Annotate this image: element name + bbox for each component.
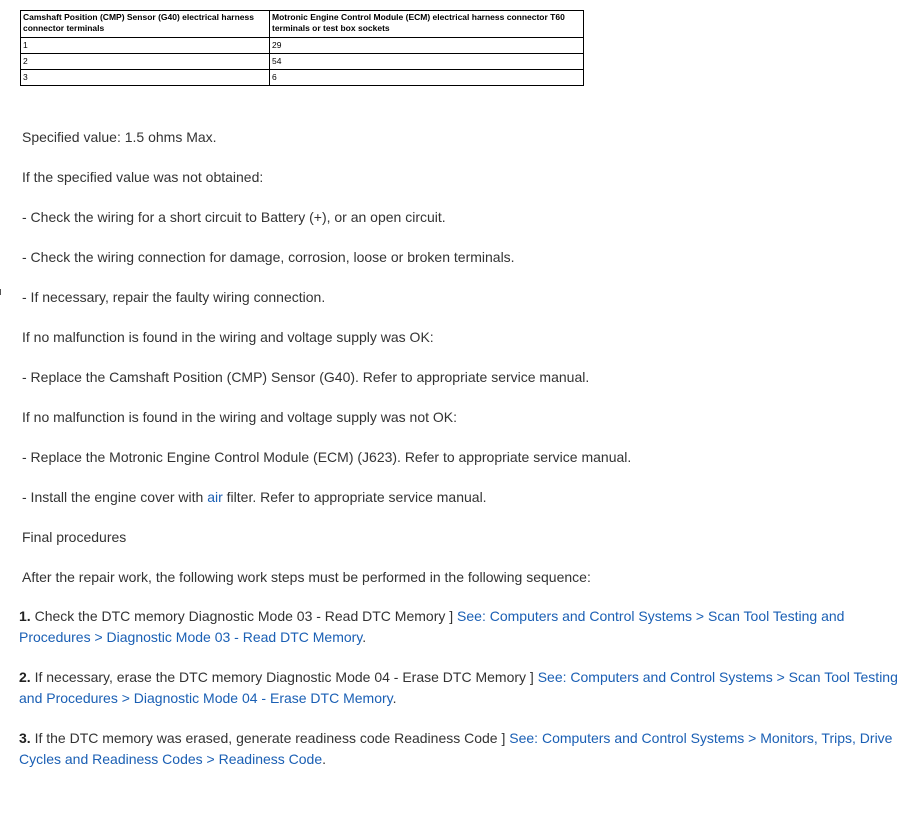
install-cover-text-end: filter. Refer to appropriate service manual. (222, 489, 487, 505)
install-cover-item (22, 488, 487, 506)
column-header-ecm: Motronic Engine Control Module (ECM) electrical harness connector T60 terminals or test box sockets (270, 11, 584, 38)
table-cell: 3 (21, 70, 270, 86)
table-cell: 29 (270, 38, 584, 54)
margin-mark (0, 289, 1, 295)
specified-value-text: Specified value: 1.5 ohms Max. (22, 129, 217, 145)
step-end: . (362, 629, 367, 645)
step-text: If necessary, erase the DTC memory Diagnostic Mode 04 - Erase DTC Memory ] (30, 669, 538, 685)
repair-wiring-item: - If necessary, repair the faulty wiring connection. (22, 289, 326, 305)
terminal-table (20, 10, 584, 86)
step-number: 3. (19, 730, 31, 746)
voltage-ok-text: If no malfunction is found in the wiring and voltage supply was OK: (22, 329, 434, 345)
step-end: . (322, 751, 327, 767)
step-link[interactable]: See: Computers and Control Systems > Scan Tool Testing and Procedures > Diagnostic Mode 03 - Read DTC Memory (19, 608, 845, 645)
table-row (21, 70, 584, 86)
column-header-cmp: Camshaft Position (CMP) Sensor (G40) electrical harness connector terminals (21, 11, 270, 38)
table-cell: 1 (21, 38, 270, 54)
replace-cmp-item: - Replace the Camshaft Position (CMP) Sensor (G40). Refer to appropriate service manual. (22, 369, 590, 385)
step-number: 2. (19, 669, 31, 685)
step-1 (19, 606, 904, 648)
step-2 (19, 667, 904, 709)
step-3 (19, 728, 904, 770)
check-connection-item: - Check the wiring connection for damage, corrosion, loose or broken terminals. (22, 249, 515, 265)
step-text: Check the DTC memory Diagnostic Mode 03 - Read DTC Memory ] (30, 608, 458, 624)
step-text: If the DTC memory was erased, generate readiness code Readiness Code ] (30, 730, 510, 746)
final-procedures-heading: Final procedures (22, 529, 127, 545)
step-link[interactable]: See: Computers and Control Systems > Monitors, Trips, Drive Cycles and Readiness Codes > Readiness Code (19, 730, 893, 767)
air-link[interactable]: air (207, 489, 223, 505)
table-cell: 54 (270, 54, 584, 70)
step-number: 1. (19, 608, 31, 624)
install-cover-text: - Install the engine cover with (22, 489, 208, 505)
table-row (21, 38, 584, 54)
voltage-not-ok-text: If no malfunction is found in the wiring and voltage supply was not OK: (22, 409, 458, 425)
step-link[interactable]: See: Computers and Control Systems > Scan Tool Testing and Procedures > Diagnostic Mode 04 - Erase DTC Memory (19, 669, 898, 706)
if-not-obtained-text: If the specified value was not obtained: (22, 169, 264, 185)
step-end: . (392, 690, 397, 706)
check-short-circuit-item: - Check the wiring for a short circuit to Battery (+), or an open circuit. (22, 209, 446, 225)
table-cell: 6 (270, 70, 584, 86)
replace-ecm-item: - Replace the Motronic Engine Control Module (ECM) (J623). Refer to appropriate service manual. (22, 449, 632, 465)
after-repair-text: After the repair work, the following work steps must be performed in the following sequence: (22, 569, 591, 585)
table-row (21, 54, 584, 70)
table-cell: 2 (21, 54, 270, 70)
table-header-row (21, 11, 584, 38)
